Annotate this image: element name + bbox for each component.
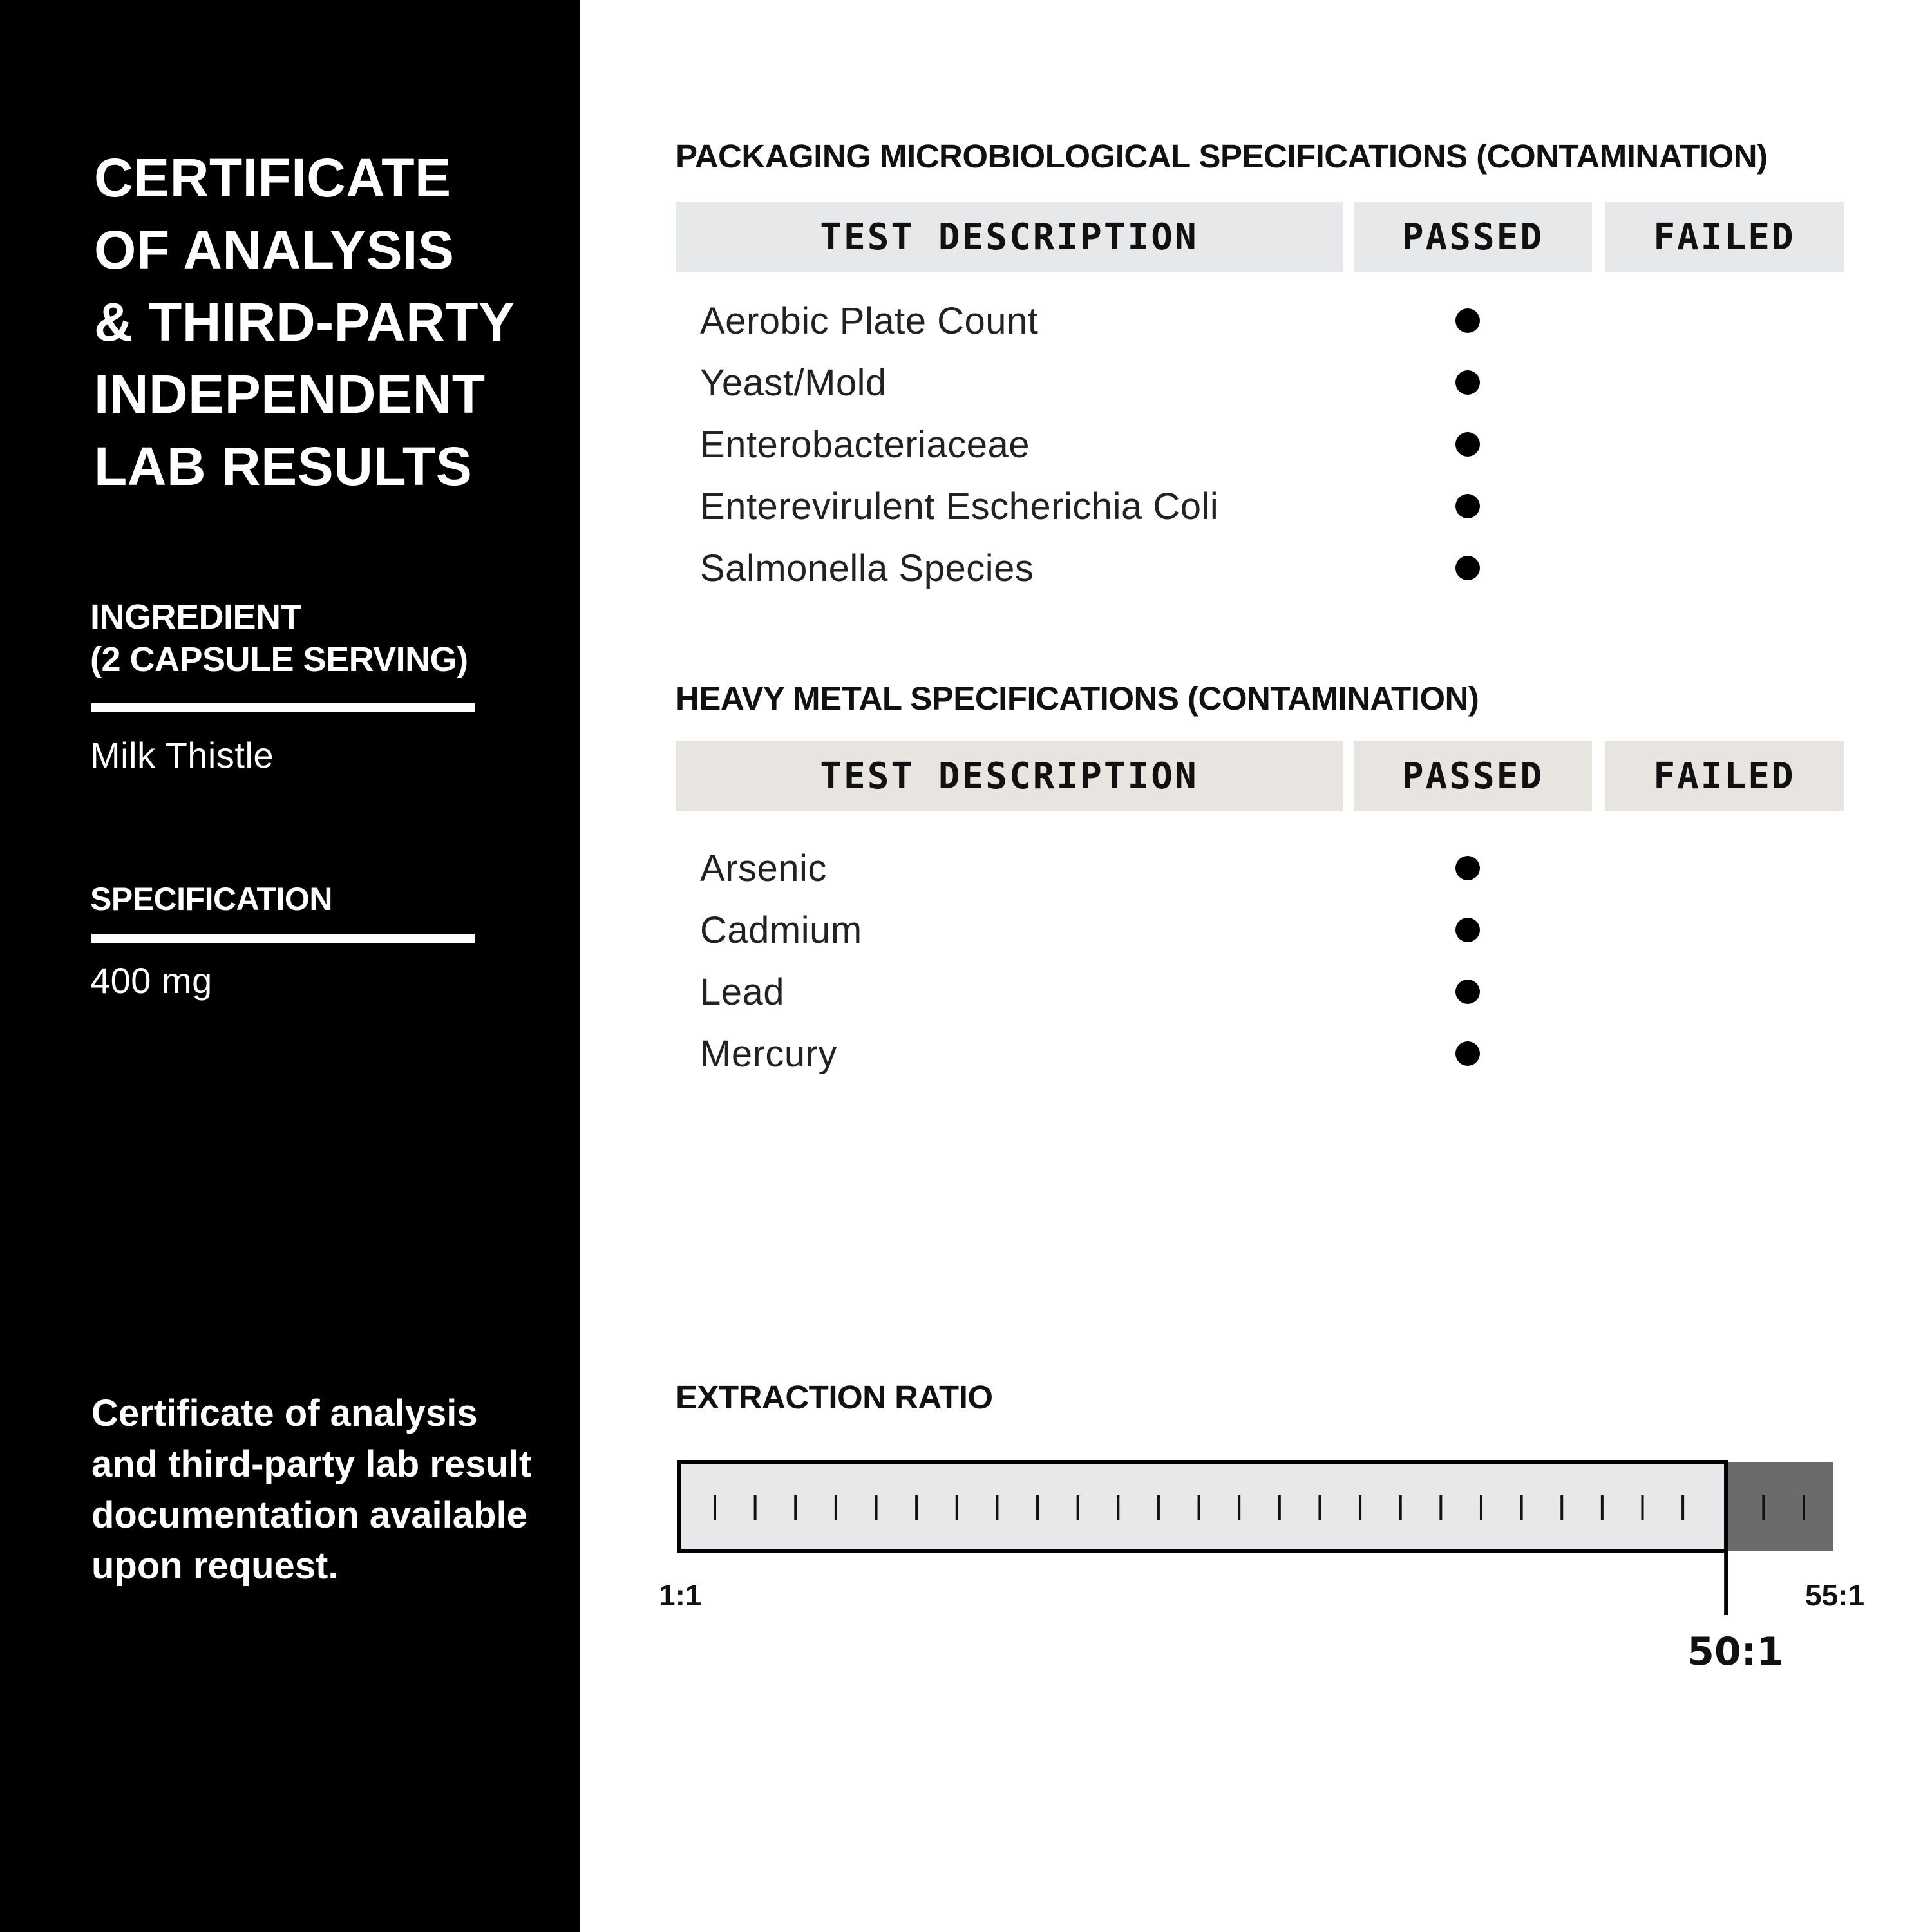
test-row — [700, 837, 1666, 899]
column-test-description: TEST DESCRIPTION — [676, 202, 1343, 272]
ratio-min-label: 1:1 — [659, 1578, 702, 1612]
test-row — [700, 475, 1666, 537]
microbiological-table-header — [676, 202, 1844, 272]
column-passed: PASSED — [1354, 741, 1592, 811]
test-row — [700, 1023, 1666, 1084]
passed-dot-icon — [1455, 308, 1480, 333]
test-row — [700, 899, 1666, 961]
heavy-metal-test-list — [700, 837, 1666, 1084]
passed-dot-icon — [1455, 918, 1480, 942]
test-name: Aerobic Plate Count — [700, 299, 1039, 342]
passed-dot-icon — [1455, 1041, 1480, 1066]
test-name: Mercury — [700, 1032, 837, 1075]
ingredient-value: Milk Thistle — [90, 735, 274, 775]
column-test-description: TEST DESCRIPTION — [676, 741, 1343, 811]
microbiological-test-list — [700, 290, 1666, 599]
column-failed: FAILED — [1605, 202, 1844, 272]
test-name: Lead — [700, 971, 785, 1013]
test-row — [700, 352, 1666, 413]
heavy-metal-heading: HEAVY METAL SPECIFICATIONS (CONTAMINATION) — [676, 680, 1479, 717]
passed-dot-icon — [1455, 370, 1480, 395]
ingredient-heading: INGREDIENT (2 CAPSULE SERVING) — [90, 598, 468, 679]
test-name: Salmonella Species — [700, 547, 1034, 589]
ingredient-divider — [91, 703, 475, 712]
test-name: Yeast/Mold — [700, 361, 887, 404]
passed-dot-icon — [1455, 494, 1480, 518]
ratio-value-label: 50:1 — [1687, 1629, 1784, 1674]
specification-heading: SPECIFICATION — [90, 881, 332, 917]
test-row — [700, 961, 1666, 1023]
test-name: Enterevirulent Escherichia Coli — [700, 485, 1219, 527]
microbiological-heading: PACKAGING MICROBIOLOGICAL SPECIFICATIONS (CONTAMINATION) — [676, 138, 1768, 175]
test-row — [700, 290, 1666, 352]
document-title: CERTIFICATE OF ANALYSIS & THIRD-PARTY INDEPENDENT LAB RESULTS — [94, 147, 515, 497]
gauge-remainder — [1726, 1462, 1833, 1551]
column-passed: PASSED — [1354, 202, 1592, 272]
column-failed: FAILED — [1605, 741, 1844, 811]
passed-dot-icon — [1455, 432, 1480, 457]
left-panel — [0, 0, 580, 1932]
extraction-ratio-gauge — [644, 1436, 1868, 1629]
heavy-metal-table-header — [676, 741, 1844, 811]
test-name: Cadmium — [700, 909, 862, 951]
test-row — [700, 413, 1666, 475]
passed-dot-icon — [1455, 980, 1480, 1004]
specification-divider — [91, 934, 475, 943]
passed-dot-icon — [1455, 556, 1480, 580]
specification-value: 400 mg — [90, 960, 213, 1001]
test-name: Enterobacteriaceae — [700, 423, 1030, 466]
test-name: Arsenic — [700, 847, 827, 889]
availability-note: Certificate of analysis and third-party lab result documentation available upon request. — [91, 1392, 532, 1587]
extraction-ratio-heading: EXTRACTION RATIO — [676, 1379, 993, 1416]
ratio-max-label: 55:1 — [1805, 1578, 1865, 1612]
test-row — [700, 537, 1666, 599]
passed-dot-icon — [1455, 856, 1480, 880]
